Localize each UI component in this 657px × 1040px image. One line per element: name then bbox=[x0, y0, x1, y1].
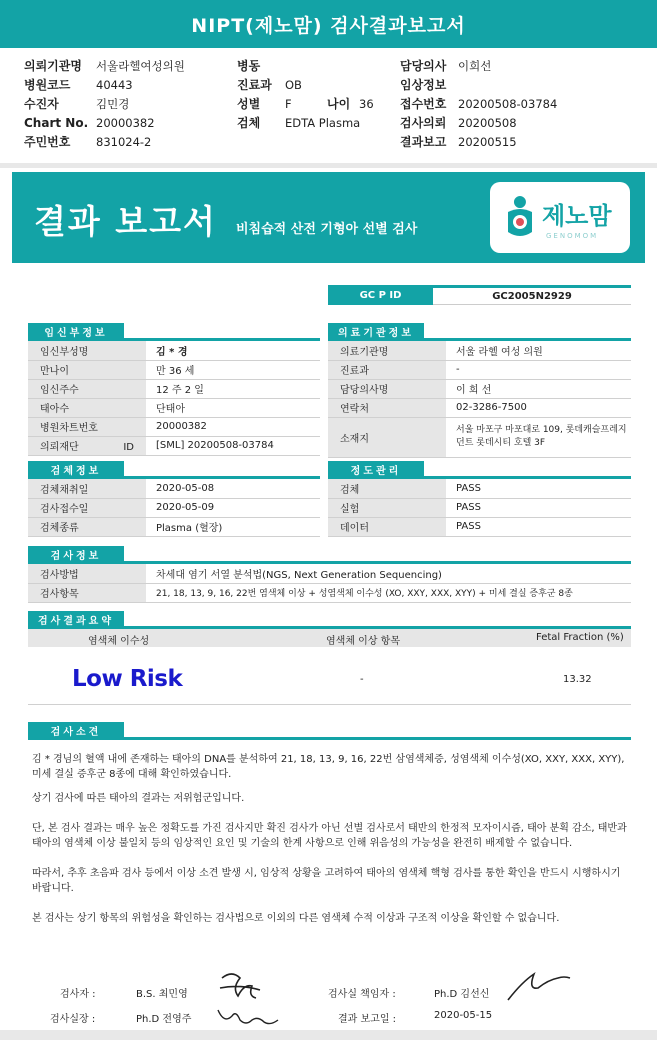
row-label: 만나이 bbox=[28, 360, 146, 379]
logo-mark-icon bbox=[500, 192, 540, 244]
header-label: 결과보고 bbox=[400, 135, 447, 149]
logo-subtext: GENOMOM bbox=[546, 232, 599, 240]
table-row bbox=[28, 379, 320, 398]
section-test-heading: 검사정보 bbox=[28, 546, 124, 562]
row-label: 검체종류 bbox=[28, 517, 146, 536]
section-patient-heading: 임신부정보 bbox=[28, 323, 124, 339]
row-label: 실험 bbox=[328, 498, 446, 517]
row-label: 검체채취일 bbox=[28, 479, 146, 498]
row-label: 데이터 bbox=[328, 517, 446, 536]
header-value: 20200508 bbox=[458, 115, 517, 130]
director-label: 검사실장 : bbox=[50, 1014, 96, 1025]
header-value: 서울라헬여성의원 bbox=[96, 58, 185, 73]
header-value: 20200515 bbox=[458, 134, 517, 149]
row-value: 단태아 bbox=[146, 398, 320, 417]
table-row bbox=[28, 479, 320, 498]
row-value: PASS bbox=[446, 498, 631, 517]
banner-title: 결과 보고서 bbox=[34, 202, 217, 241]
summary-divider bbox=[28, 704, 631, 705]
table-row bbox=[328, 398, 631, 417]
opinion-paragraph: 상기 검사에 따른 태아의 결과는 저위험군입니다. bbox=[32, 793, 245, 804]
gcp-id-label: GC P ID bbox=[328, 285, 433, 305]
patient-table bbox=[28, 341, 320, 456]
header-label: 접수번호 bbox=[400, 97, 447, 111]
table-row bbox=[28, 417, 320, 436]
section-summary-heading: 검사결과요약 bbox=[28, 611, 124, 627]
institution-table bbox=[328, 341, 631, 458]
header-label: 병원코드 bbox=[24, 78, 71, 92]
age-value: 36 bbox=[359, 96, 374, 111]
header-divider bbox=[0, 163, 657, 168]
header-value: 20200508-03784 bbox=[458, 96, 558, 111]
row-value: - bbox=[446, 360, 631, 379]
table-row bbox=[328, 417, 631, 457]
header-label: 진료과 bbox=[237, 78, 272, 92]
row-value: 만 36 세 bbox=[146, 360, 320, 379]
tester-label: 검사자 : bbox=[60, 989, 96, 1000]
header-col-2 bbox=[237, 56, 374, 132]
opinion-paragraph: 본 검사는 상기 항목의 위험성을 확인하는 검사법으로 이외의 다른 염색체 수적 이상과 구조적 이상을 확인할 수 없습니다. bbox=[32, 913, 560, 924]
result-fetal-fraction: 13.32 bbox=[563, 674, 592, 685]
header-info bbox=[0, 52, 657, 164]
row-label: 검사접수일 bbox=[28, 498, 146, 517]
section-institution-heading: 의료기관정보 bbox=[328, 323, 424, 339]
table-row bbox=[328, 479, 631, 498]
header-label: 주민번호 bbox=[24, 135, 71, 149]
row-label: 태아수 bbox=[28, 398, 146, 417]
report-title-bar bbox=[0, 0, 657, 48]
row-label: 검사방법 bbox=[28, 564, 146, 583]
table-row bbox=[28, 498, 320, 517]
section-specimen-heading: 검체정보 bbox=[28, 461, 124, 477]
header-value: 20000382 bbox=[96, 115, 155, 130]
director-signature-icon bbox=[214, 1002, 284, 1030]
gcp-id-row bbox=[328, 285, 631, 305]
genomom-logo bbox=[490, 182, 630, 253]
header-col-1 bbox=[24, 56, 185, 151]
header-label: 임상정보 bbox=[400, 78, 447, 92]
section-opinion-heading: 검사소견 bbox=[28, 722, 124, 738]
row-value: Plasma (혈장) bbox=[146, 517, 320, 536]
row-value: 02-3286-7500 bbox=[446, 398, 631, 417]
result-risk: Low Risk bbox=[72, 666, 183, 692]
logo-text: 제노맘 bbox=[542, 202, 612, 230]
report-title: NIPT(제노맘) 검사결과보고서 bbox=[191, 14, 466, 37]
specimen-table bbox=[28, 479, 320, 537]
tester-name: B.S. 최민영 bbox=[136, 989, 188, 1000]
result-abnormal: - bbox=[360, 674, 364, 685]
report-date-label: 결과 보고일 : bbox=[338, 1014, 397, 1025]
header-value: EDTA Plasma bbox=[285, 115, 361, 130]
row-value: 21, 18, 13, 9, 16, 22번 염색체 이상 + 성염색체 이수성 (XO, XXY, XXX, XYY) + 미세 결실 증후군 8종 bbox=[146, 583, 631, 602]
section-divider bbox=[28, 737, 631, 740]
header-label: 병동 bbox=[237, 59, 261, 73]
footer-bar bbox=[0, 1030, 657, 1040]
row-label: 연락처 bbox=[328, 398, 446, 417]
qc-table bbox=[328, 479, 631, 537]
header-value: F bbox=[285, 96, 292, 111]
header-label: 의뢰기관명 bbox=[24, 59, 82, 73]
header-value: 831024-2 bbox=[96, 134, 152, 149]
row-label: 임신주수 bbox=[28, 379, 146, 398]
table-row bbox=[28, 564, 631, 583]
row-value: 차세대 염기 서열 분석법(NGS, Next Generation Sequencing) bbox=[146, 564, 631, 583]
header-label: Chart No. bbox=[24, 115, 89, 130]
row-label: 병원차트번호 bbox=[28, 417, 146, 436]
table-row bbox=[328, 379, 631, 398]
age-label: 나이 bbox=[327, 97, 351, 111]
opinion-paragraph: 김 * 경님의 혈액 내에 존재하는 태아의 DNA를 분석하여 21, 18, 13, 9, 16, 22번 삼염색체증, 성염색체 이수성(XO, XXY, XXX, XYY), 미세 결실 증후군 8종에 대해 확인하였습니다. bbox=[32, 754, 625, 780]
table-row bbox=[328, 498, 631, 517]
table-row bbox=[28, 583, 631, 602]
row-label: 임신부성명 bbox=[28, 341, 146, 360]
table-row bbox=[328, 341, 631, 360]
summary-col-aneuploidy: 염색체 이수성 bbox=[88, 636, 150, 647]
header-label: 검체 bbox=[237, 116, 261, 130]
row-label: 의뢰재단 ID bbox=[28, 436, 146, 455]
table-row bbox=[28, 436, 320, 455]
lab-head-name: Ph.D 김선신 bbox=[434, 989, 490, 1000]
row-label: 진료과 bbox=[328, 360, 446, 379]
row-value: 서울 마포구 마포대로 109, 롯데캐슬프레지던트 롯데시티 호텔 3F bbox=[446, 417, 631, 457]
row-value: 2020-05-08 bbox=[146, 479, 320, 498]
row-value: PASS bbox=[446, 479, 631, 498]
row-label: 담당의사명 bbox=[328, 379, 446, 398]
opinion-paragraph: 따라서, 추후 초음파 검사 등에서 이상 소견 발생 시, 임상적 상황을 고려하여 태아의 염색체 핵형 검사를 통한 확인을 반드시 시행하시기 바랍니다. bbox=[32, 868, 621, 894]
row-value: [SML] 20200508-03784 bbox=[146, 436, 320, 455]
header-value: OB bbox=[285, 77, 302, 92]
row-value: 김 * 경 bbox=[146, 341, 320, 360]
opinion-paragraph: 단, 본 검사 결과는 매우 높은 정확도를 가진 검사지만 확진 검사가 아닌 선별 검사로서 태반의 한정적 모자이시즘, 태아 분획 감소, 태반과 태아의 염색체 이상 불일치 등의 임상적인 요인 및 기술의 한계 사항으로 인해 위음성의 가능성을 완전히 배제할 수 없습니다. bbox=[32, 823, 627, 849]
section-qc-heading: 정도관리 bbox=[328, 461, 424, 477]
header-value: 이희선 bbox=[458, 58, 492, 73]
gcp-id-value: GC2005N2929 bbox=[433, 285, 631, 305]
row-label: 의료기관명 bbox=[328, 341, 446, 360]
table-row bbox=[28, 360, 320, 379]
header-label: 성별 bbox=[237, 97, 261, 111]
table-row bbox=[28, 517, 320, 536]
table-row bbox=[328, 360, 631, 379]
header-value: 김민경 bbox=[96, 96, 130, 111]
summary-col-fetal-fraction: Fetal Fraction (%) bbox=[536, 632, 624, 643]
table-row bbox=[328, 517, 631, 536]
header-label: 수진자 bbox=[24, 97, 59, 111]
row-label: 소재지 bbox=[328, 417, 446, 457]
table-row bbox=[28, 341, 320, 360]
header-value: 40443 bbox=[96, 77, 133, 92]
row-value: PASS bbox=[446, 517, 631, 536]
header-label: 담당의사 bbox=[400, 59, 447, 73]
summary-header-row bbox=[28, 629, 631, 647]
row-value: 12 주 2 일 bbox=[146, 379, 320, 398]
summary-col-abnormal: 염색체 이상 항목 bbox=[326, 636, 400, 647]
header-label: 검사의뢰 bbox=[400, 116, 447, 130]
row-value: 20000382 bbox=[146, 417, 320, 436]
banner-subtitle: 비침습적 산전 기형아 선별 검사 bbox=[236, 222, 418, 237]
report-date: 2020-05-15 bbox=[434, 1010, 493, 1021]
table-row bbox=[28, 398, 320, 417]
director-name: Ph.D 전영주 bbox=[136, 1014, 192, 1025]
row-value: 2020-05-09 bbox=[146, 498, 320, 517]
result-banner bbox=[12, 172, 645, 263]
lab-head-signature-icon bbox=[504, 966, 574, 1006]
row-value: 서울 라헬 여성 의원 bbox=[446, 341, 631, 360]
row-label: 검체 bbox=[328, 479, 446, 498]
row-label: 검사항목 bbox=[28, 583, 146, 602]
header-col-3 bbox=[400, 56, 557, 151]
row-value: 이 희 선 bbox=[446, 379, 631, 398]
lab-head-label: 검사실 책임자 : bbox=[328, 989, 396, 1000]
test-info-table bbox=[28, 564, 631, 603]
